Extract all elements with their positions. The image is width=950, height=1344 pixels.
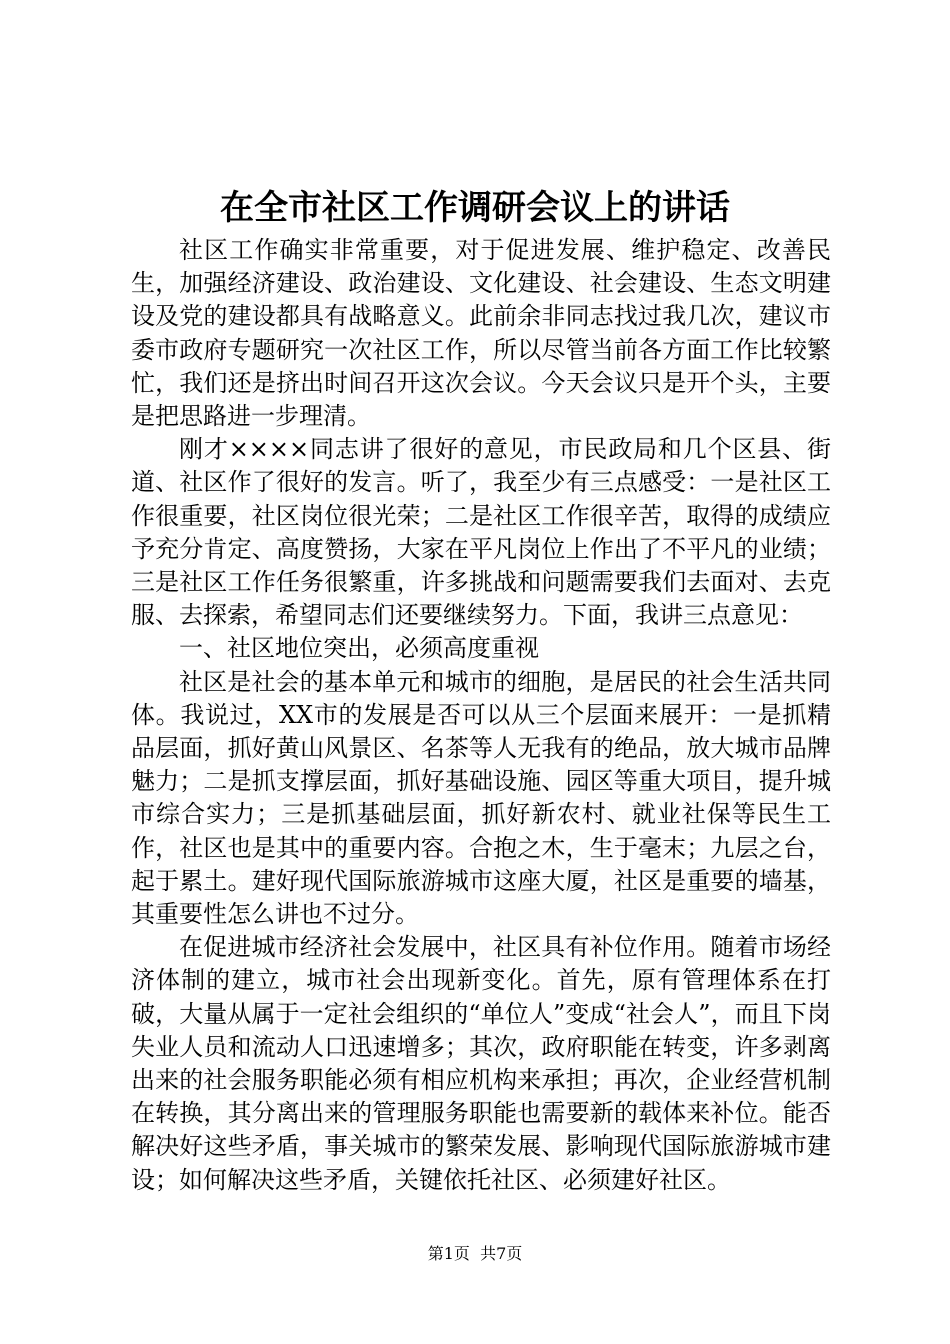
page-title: 在全市社区工作调研会议上的讲话 bbox=[220, 188, 730, 228]
page-number: 第1页 bbox=[427, 1244, 470, 1263]
footer-spacer bbox=[470, 1244, 480, 1263]
page-footer bbox=[0, 1242, 950, 1266]
document-body bbox=[131, 234, 831, 1197]
paragraph-complement-role: 在促进城市经济社会发展中，社区具有补位作用。随着市场经济体制的建立，城市社会出现新变化。首先，原有管理体系在打破，大量从属于一定社会组织的“单位人”变成“社会人”，而且下岗失业人员和流动人口迅速增多；其次，政府职能在转变，许多剥离出来的社会服务职能必须有相应机构来承担；再次，企业经营机制在转换，其分离出来的管理服务职能也需要新的载体来补位。能否解决好这些矛盾，事关城市的繁荣发展、影响现代国际旅游城市建设；如何解决这些矛盾，关键依托社区、必须建好社区。 bbox=[131, 933, 831, 1194]
section-heading-1: 一、社区地位突出，必须高度重视 bbox=[179, 634, 539, 663]
paragraph-feelings: 刚才××××同志讲了很好的意见，市民政局和几个区县、街道、社区作了很好的发言。听了，我至少有三点感受：一是社区工作很重要，社区岗位很光荣；二是社区工作很辛苦，取得的成绩应予充分肯定、高度赞扬，大家在平凡岗位上作出了不平凡的业绩；三是社区工作任务很繁重，许多挑战和问题需要我们去面对、去克服、去探索，希望同志们还要继续努力。下面，我讲三点意见： bbox=[131, 435, 831, 630]
paragraph-intro: 社区工作确实非常重要，对于促进发展、维护稳定、改善民生，加强经济建设、政治建设、文化建设、社会建设、生态文明建设及党的建设都具有战略意义。此前余非同志找过我几次，建议市委市政府专题研究一次社区工作，所以尽管当前各方面工作比较繁忙，我们还是挤出时间召开这次会议。今天会议只是开个头，主要是把思路进一步理清。 bbox=[131, 236, 831, 431]
paragraph-community-role: 社区是社会的基本单元和城市的细胞，是居民的社会生活共同体。我说过，XX市的发展是否可以从三个层面来展开：一是抓精品层面，抓好黄山风景区、名茶等人无我有的绝品，放大城市品牌魅力；二是抓支撑层面，抓好基础设施、园区等重大项目，提升城市综合实力；三是抓基础层面，抓好新农村、就业社保等民生工作，社区也是其中的重要内容。合抱之木，生于毫末；九层之台，起于累土。建好现代国际旅游城市这座大厦，社区是重要的墙基，其重要性怎么讲也不过分。 bbox=[131, 667, 831, 929]
page-total: 共7页 bbox=[480, 1244, 523, 1263]
